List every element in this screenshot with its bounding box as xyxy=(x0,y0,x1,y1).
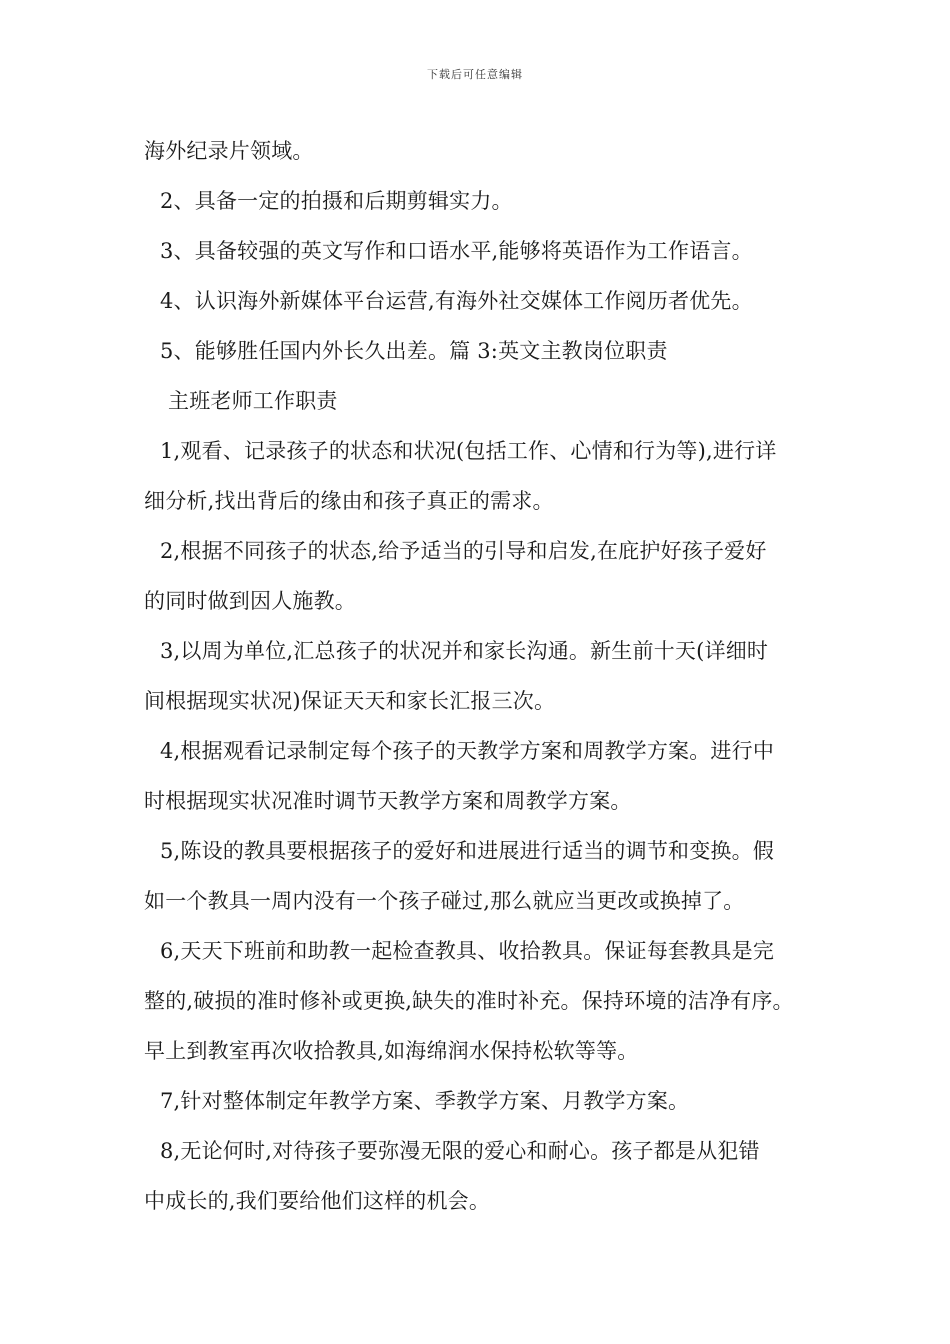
duty-item-3-continuation: 间根据现实状况)保证天天和家长汇报三次。 xyxy=(144,689,556,713)
list-item-3: 3、具备较强的英文写作和口语水平,能够将英语作为工作语言。 xyxy=(160,239,753,263)
duty-item-3: 3,以周为单位,汇总孩子的状况并和家长沟通。新生前十天(详细时 xyxy=(160,639,769,663)
paragraph-line: 海外纪录片领域。 xyxy=(144,139,314,163)
document-body xyxy=(144,126,824,1226)
duty-item-2: 2,根据不同孩子的状态,给予适当的引导和启发,在庇护好孩子爱好 xyxy=(160,539,767,563)
duty-item-5-continuation: 如一个教具一周内没有一个孩子碰过,那么就应当更改或换掉了。 xyxy=(144,889,745,913)
duty-item-6: 6,天天下班前和助教一起检查教具、收拾教具。保证每套教具是完 xyxy=(160,939,775,963)
duty-item-4: 4,根据观看记录制定每个孩子的天教学方案和周教学方案。进行中 xyxy=(160,739,775,763)
duty-item-8-continuation: 中成长的,我们要给他们这样的机会。 xyxy=(144,1189,491,1213)
list-item-2: 2、具备一定的拍摄和后期剪辑实力。 xyxy=(160,189,513,213)
page-header: 下载后可任意编辑 xyxy=(427,68,523,81)
duty-item-7: 7,针对整体制定年教学方案、季教学方案、月教学方案。 xyxy=(160,1089,690,1113)
duty-item-4-continuation: 时根据现实状况准时调节天教学方案和周教学方案。 xyxy=(144,789,632,813)
section-heading: 主班老师工作职责 xyxy=(168,389,338,413)
list-item-4: 4、认识海外新媒体平台运营,有海外社交媒体工作阅历者优先。 xyxy=(160,289,753,313)
duty-item-2-continuation: 的同时做到因人施教。 xyxy=(144,589,356,613)
duty-item-6-continuation-2: 早上到教室再次收拾教具,如海绵润水保持松软等等。 xyxy=(144,1039,639,1063)
duty-item-1: 1,观看、记录孩子的状态和状况(包括工作、心情和行为等),进行详 xyxy=(160,439,777,463)
list-item-5: 5、能够胜任国内外长久出差。篇 3:英文主教岗位职责 xyxy=(160,339,668,363)
duty-item-1-continuation: 细分析,找出背后的缘由和孩子真正的需求。 xyxy=(144,489,554,513)
duty-item-6-continuation: 整的,破损的准时修补或更换,缺失的准时补充。保持环境的洁净有序。 xyxy=(144,989,794,1013)
duty-item-5: 5,陈设的教具要根据孩子的爱好和进展进行适当的调节和变换。假 xyxy=(160,839,775,863)
duty-item-8: 8,无论何时,对待孩子要弥漫无限的爱心和耐心。孩子都是从犯错 xyxy=(160,1139,760,1163)
